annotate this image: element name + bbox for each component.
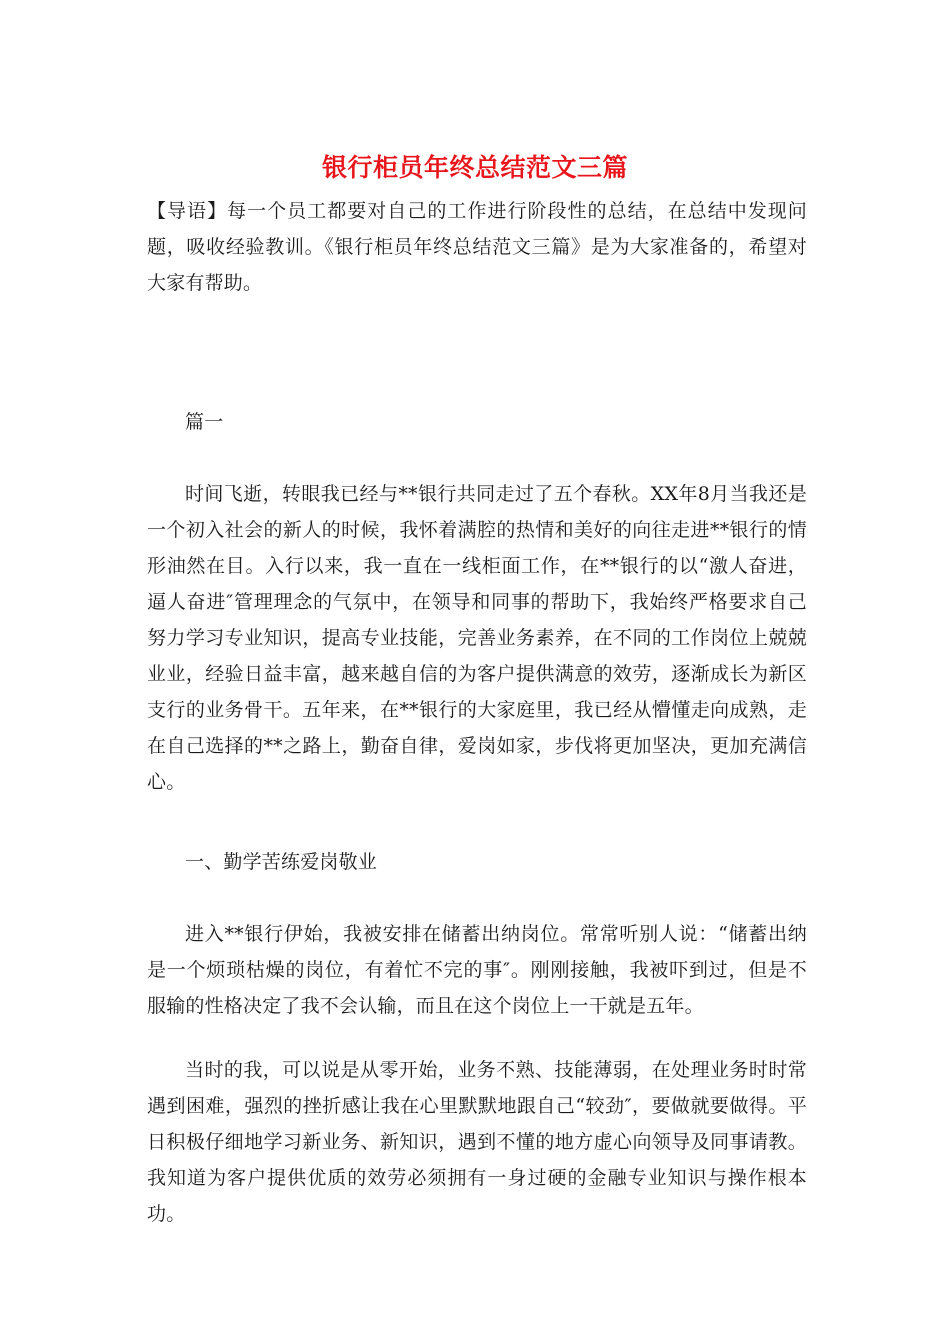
body-paragraph-1: 时间飞逝，转眼我已经与**银行共同走过了五个春秋。XX年8月当我还是一个初入社会的新人的时候，我怀着满腔的热情和美好的向往走进**银行的情形油然在目。入行以来，我一直在一线柜面工作，在**银行的以“激人奋进，逼人奋进″管理理念的气氛中，在领导和同事的帮助下，我始终严格要求自己努力学习专业知识，提高专业技能，完善业务素养，在不同的工作岗位上兢兢业业，经验日益丰富，越来越自信的为客户提供满意的效劳，逐渐成长为新区支行的业务骨干。五年来，在**银行的大家庭里，我已经从懵懂走向成熟，走在自己选择的**之路上，勤奋自律，爱岗如家，步伐将更加坚决，更加充满信心。: [147, 483, 807, 793]
body-paragraph-3: 当时的我，可以说是从零开始，业务不熟、技能薄弱，在处理业务时时常遇到困难，强烈的挫折感让我在心里默默地跟自己“较劲″，要做就要做得。平日积极仔细地学习新业务、新知识，遇到不懂的地方虚心向领导及同事请教。我知道为客户提供优质的效劳必须拥有一身过硬的金融专业知识与操作根本功。: [147, 1059, 807, 1225]
document-title: 银行柜员年终总结范文三篇: [321, 153, 628, 182]
intro-paragraph: 【导语】每一个员工都要对自己的工作进行阶段性的总结，在总结中发现问题，吸收经验教训。《银行柜员年终总结范文三篇》是为大家准备的，希望对大家有帮助。: [147, 200, 807, 294]
section-heading-1: 一、勤学苦练爱岗敬业: [185, 851, 378, 873]
body-paragraph-2: 进入**银行伊始，我被安排在储蓄出纳岗位。常常听别人说：“储蓄出纳是一个烦琐枯燥的岗位，有着忙不完的事″。刚刚接触，我被吓到过，但是不服输的性格决定了我不会认输，而且在这个岗位上一干就是五年。: [147, 923, 807, 1017]
section-label: 篇一: [185, 411, 224, 433]
